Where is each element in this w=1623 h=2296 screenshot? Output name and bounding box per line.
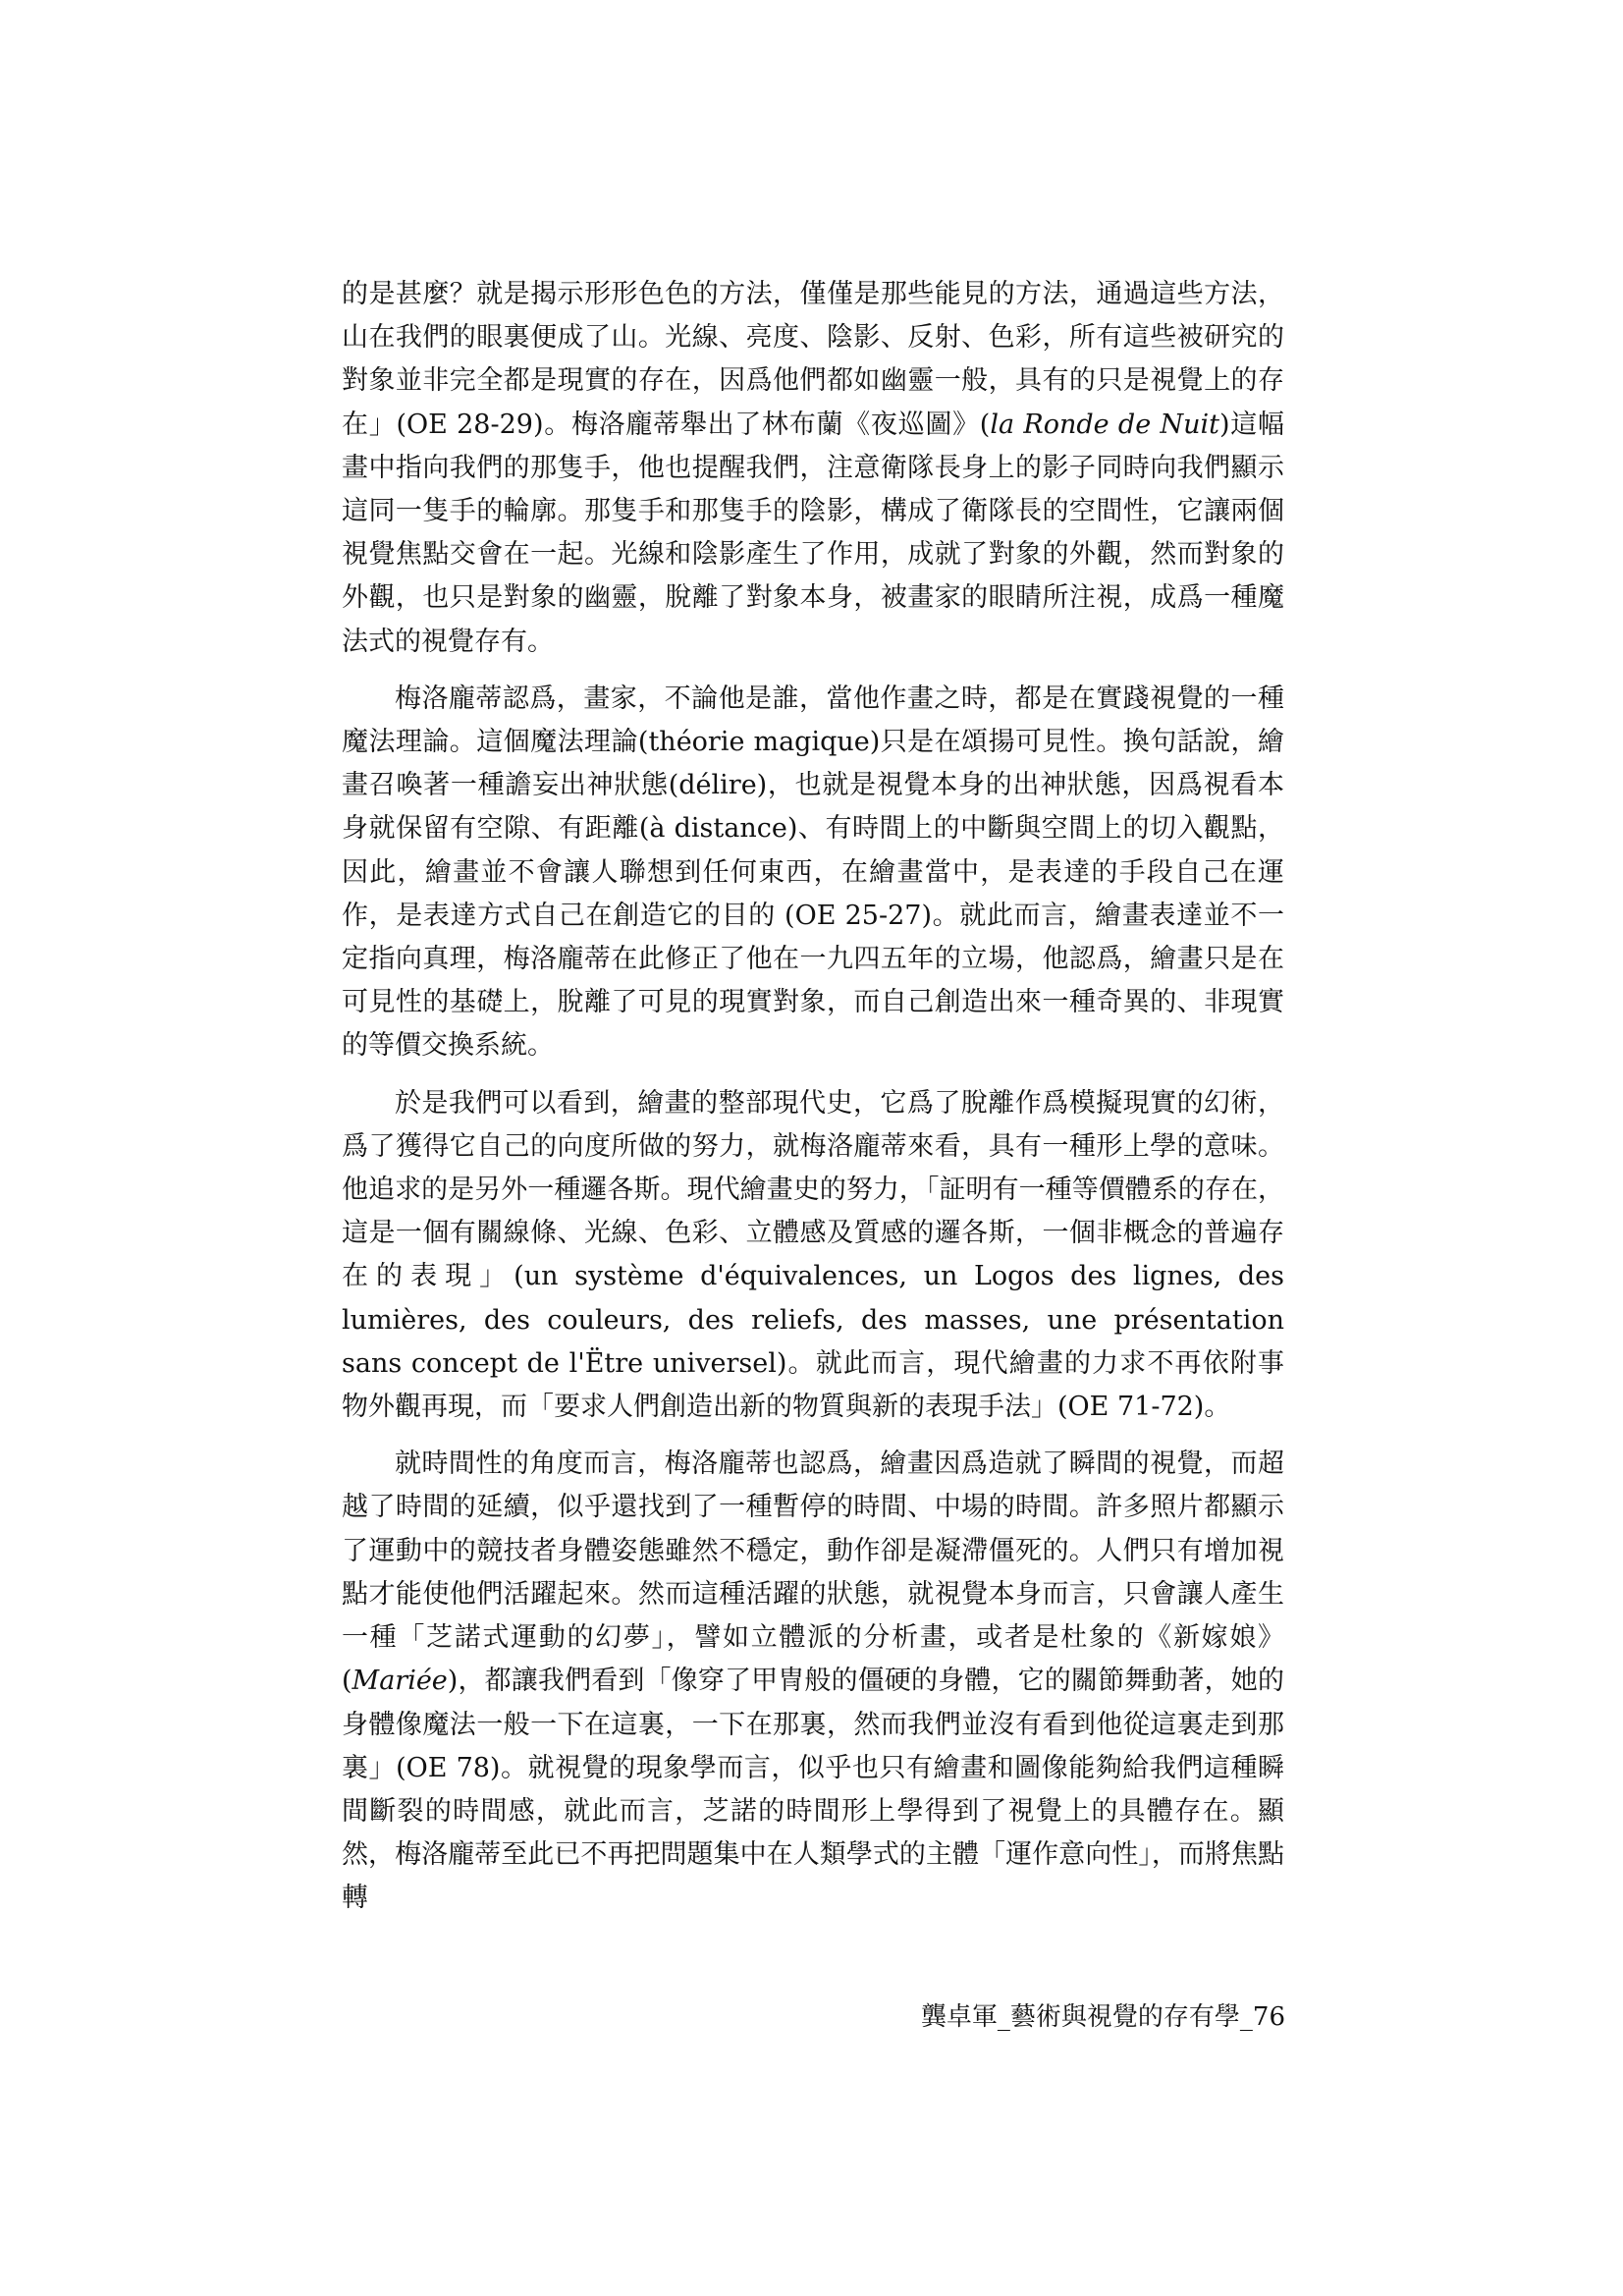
paragraph-4-run-2: Mariée	[352, 1666, 448, 1697]
paragraph-3-run-1: 於是我們可以看到，繪畫的整部現代史，它爲了脫離作爲模擬現實的幻術，爲了獲得它自己的向度所做的努力，就梅洛龐蒂來看，具有一種形上學的意味。他追求的是另外一種邏各斯。現代繪畫史的努力，「証明有一種等價體系的存在，這是一個有關線條、光線、色彩、立體感及質感的邏各斯，一個非概念的普遍存在的表現」(un système d'équivalences, un Logos des lignes, des lumières, des couleurs, des reliefs, des masses, une présentation sans concept de l'Ëtre universel)。就此而言，現代繪畫的力求不再依附事物外觀再現，而「要求人們創造出新的物質與新的表現手法」(OE 71-72)。	[342, 1087, 1284, 1423]
paragraph-3	[342, 1082, 1284, 1430]
body-text	[342, 273, 1284, 1935]
paragraph-1	[342, 273, 1284, 664]
paragraph-1-run-3: )這幅畫中指向我們的那隻手，他也提醒我們，注意衛隊長身上的影子同時向我們顯示這同一隻手的輪廓。那隻手和那隻手的陰影，構成了衛隊長的空間性，它讓兩個視覺焦點交會在一起。光線和陰影產生了作用，成就了對象的外觀，然而對象的外觀，也只是對象的幽靈，脫離了對象本身，被畫家的眼睛所注視，成爲一種魔法式的視覺存有。	[342, 409, 1284, 657]
paragraph-1-run-2: la Ronde de Nuit	[990, 409, 1219, 440]
paragraph-4	[342, 1443, 1284, 1920]
paragraph-2	[342, 678, 1284, 1068]
paragraph-4-run-1: 就時間性的角度而言，梅洛龐蒂也認爲，繪畫因爲造就了瞬間的視覺，而超越了時間的延續，似乎還找到了一種暫停的時間、中場的時間。許多照片都顯示了運動中的競技者身體姿態雖然不穩定，動作卻是凝滯僵死的。人們只有增加視點才能使他們活躍起來。然而這種活躍的狀態，就視覺本身而言，只會讓人產生一種「芝諾式運動的幻夢」，譬如立體派的分析畫，或者是杜象的《新嫁娘》(	[342, 1449, 1284, 1697]
paragraph-2-run-1: 梅洛龐蒂認爲，畫家，不論他是誰，當他作畫之時，都是在實踐視覺的一種魔法理論。這個魔法理論(théorie magique)只是在頌揚可見性。換句話說，繪畫召喚著一種譫妄出神狀態(délire)，也就是視覺本身的出神狀態，因爲視看本身就保留有空隙、有距離(à distance)、有時間上的中斷與空間上的切入觀點，因此，繪畫並不會讓人聯想到任何東西，在繪畫當中，是表達的手段自己在運作，是表達方式自己在創造它的目的 (OE 25-27)。就此而言，繪畫表達並不一定指向真理，梅洛龐蒂在此修正了他在一九四五年的立場，他認爲，繪畫只是在可見性的基礎上，脫離了可見的現實對象，而自己創造出來一種奇異的、非現實的等價交換系統。	[342, 683, 1284, 1062]
paragraph-1-run-1: 的是甚麼？就是揭示形形色色的方法，僅僅是那些能見的方法，通過這些方法，山在我們的眼裏便成了山。光線、亮度、陰影、反射、色彩，所有這些被研究的對象並非完全都是現實的存在，因爲他們都如幽靈一般，具有的只是視覺上的存在」(OE 28-29)。梅洛龐蒂舉出了林布蘭《夜巡圖》(	[342, 279, 1284, 440]
paragraph-4-run-3: )，都讓我們看到「像穿了甲冑般的僵硬的身體，它的關節舞動著，她的身體像魔法一般一下在這裏，一下在那裏，然而我們並沒有看到他從這裏走到那裏」(OE 78)。就視覺的現象學而言，似乎也只有繪畫和圖像能夠給我們這種瞬間斷裂的時間感，就此而言，芝諾的時間形上學得到了視覺上的具體存在。顯然，梅洛龐蒂至此已不再把問題集中在人類學式的主體「運作意向性」，而將焦點轉	[342, 1666, 1284, 1914]
page-footer: 龔卓軍_藝術與視覺的存有學_76	[920, 2002, 1285, 2032]
